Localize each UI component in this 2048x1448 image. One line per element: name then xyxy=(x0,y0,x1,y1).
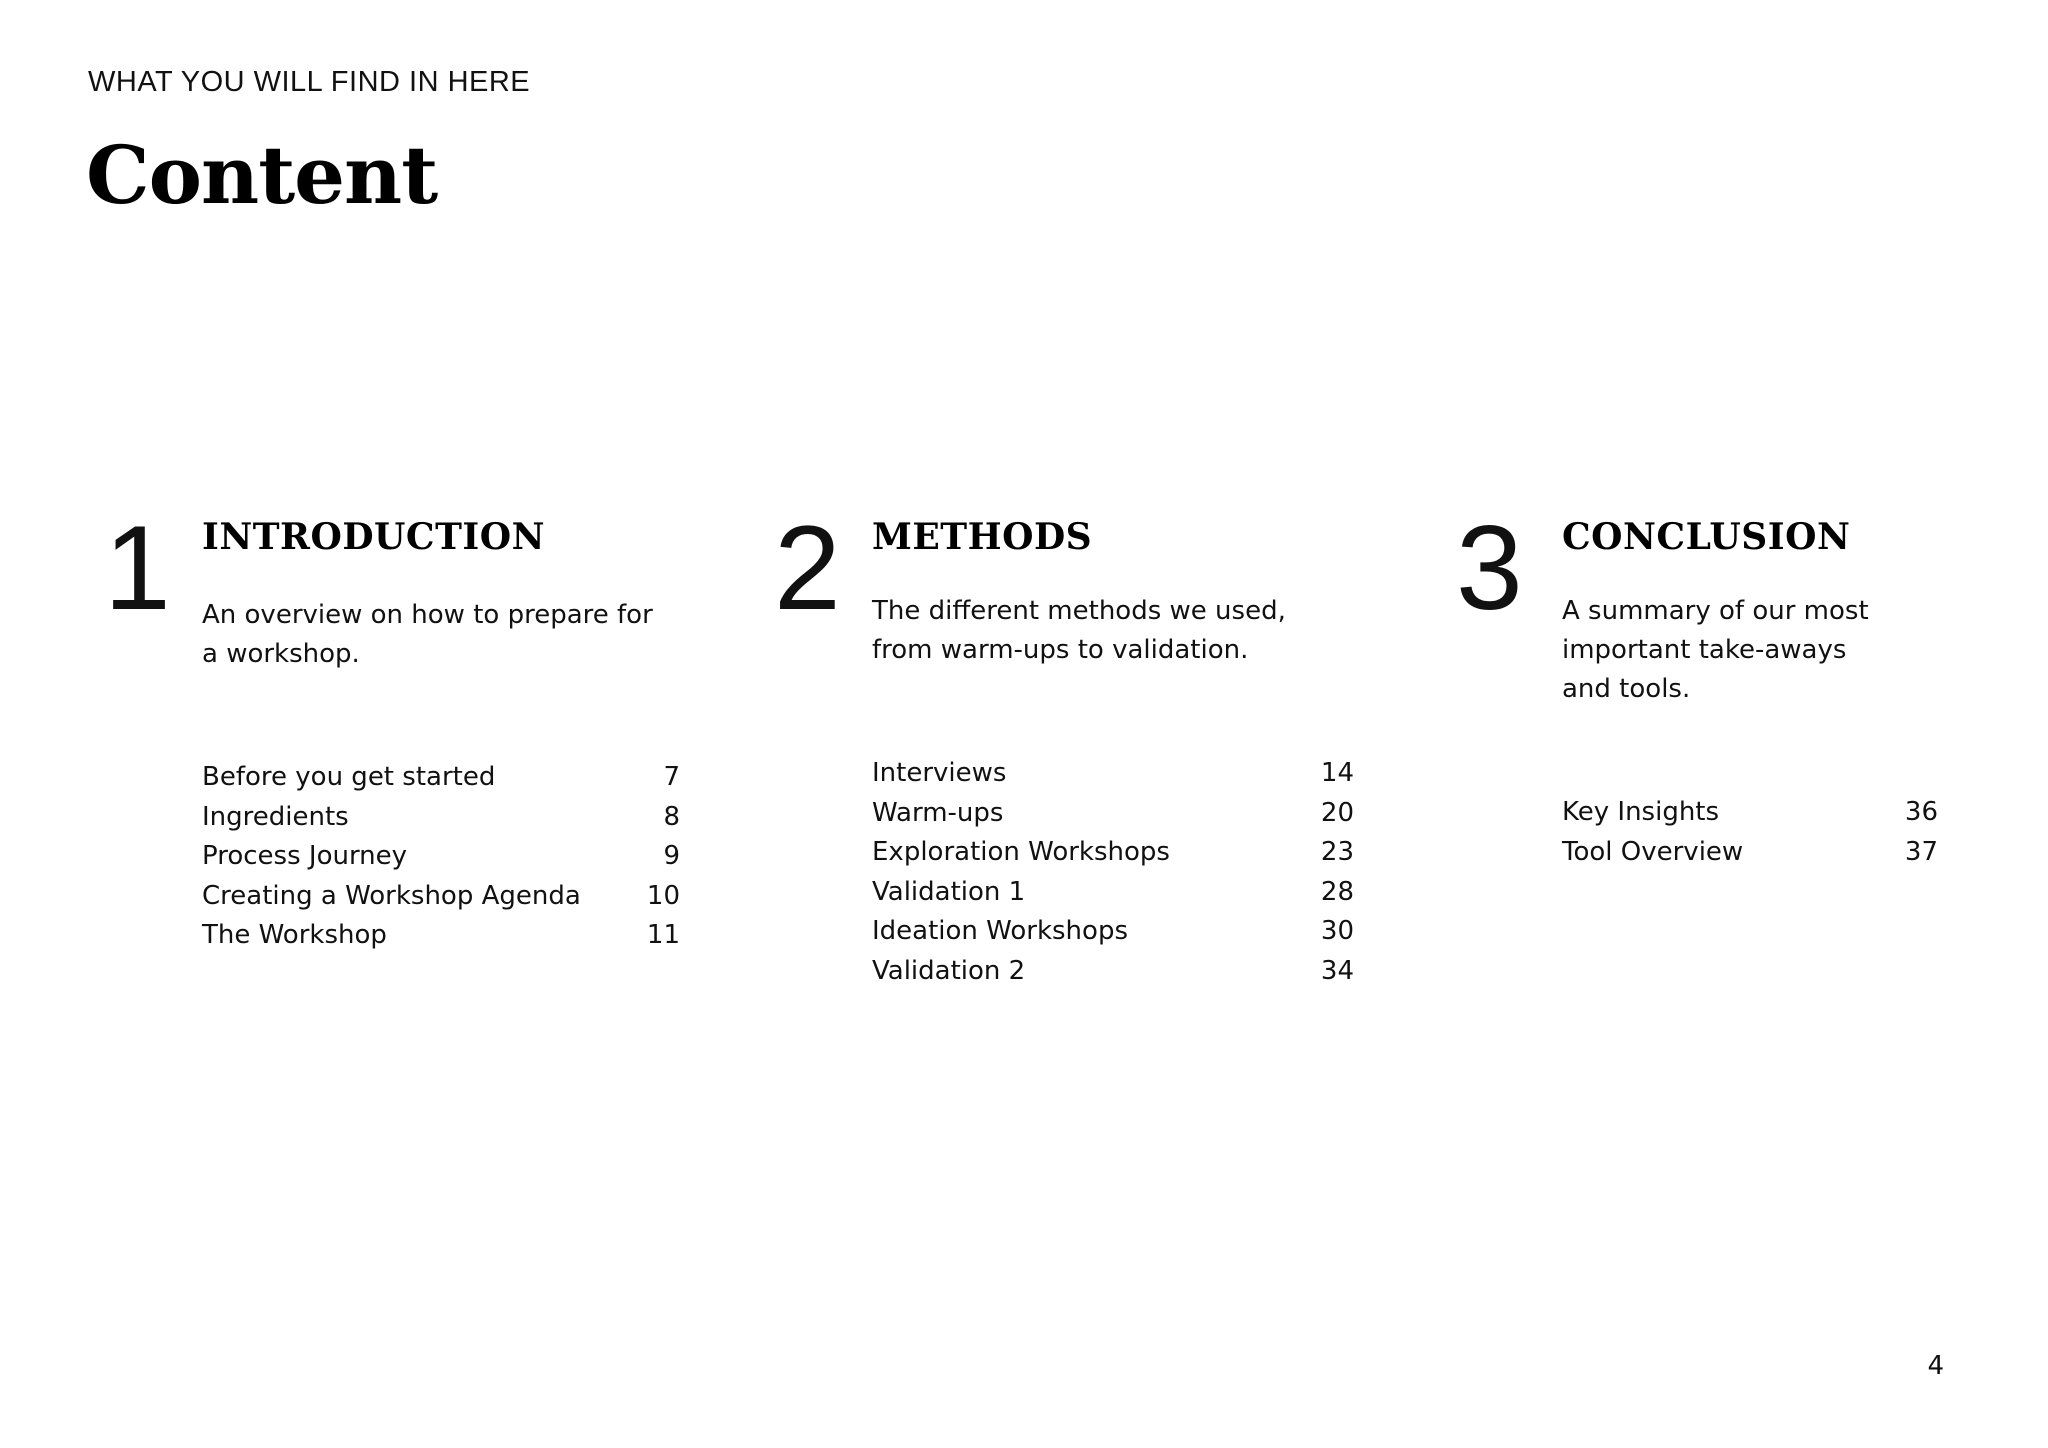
toc-item-page: 37 xyxy=(1904,836,1938,867)
toc-item-label: Key Insights xyxy=(1562,797,1720,827)
toc-item[interactable] xyxy=(202,798,680,838)
section-methods xyxy=(774,501,1374,1028)
toc-list xyxy=(872,754,1354,991)
toc-item-label: Ideation Workshops xyxy=(872,916,1128,946)
toc-list xyxy=(202,758,680,956)
toc-item[interactable] xyxy=(202,837,680,877)
section-number: 3 xyxy=(1456,501,1523,635)
toc-item-label: The Workshop xyxy=(202,920,387,950)
toc-item-label: Ingredients xyxy=(202,801,349,832)
toc-list xyxy=(1562,793,1938,872)
section-conclusion xyxy=(1456,501,1956,1028)
toc-item[interactable] xyxy=(872,754,1354,794)
toc-item-label: Exploration Workshops xyxy=(872,837,1170,867)
section-description: The different methods we used, from warm-ups to validation. xyxy=(872,596,1286,665)
toc-item-page: 11 xyxy=(646,920,680,950)
toc-item[interactable] xyxy=(1562,793,1938,833)
section-description: An overview on how to prepare for a workshop. xyxy=(202,600,653,669)
toc-item[interactable] xyxy=(872,794,1354,834)
toc-item-page: 30 xyxy=(1320,916,1354,946)
section-heading: METHODS xyxy=(872,516,1093,558)
section-description: A summary of our most important take-aways and tools. xyxy=(1562,596,1869,704)
toc-item-label: Before you get started xyxy=(202,762,496,792)
toc-item-page: 7 xyxy=(663,762,680,792)
toc-item-label: Creating a Workshop Agenda xyxy=(202,880,581,911)
toc-item[interactable] xyxy=(872,873,1354,913)
toc-item[interactable] xyxy=(872,912,1354,952)
section-introduction xyxy=(104,501,684,1028)
section-kicker: WHAT YOU WILL FIND IN HERE xyxy=(88,66,531,98)
toc-item-page: 36 xyxy=(1904,797,1938,827)
toc-item-page: 34 xyxy=(1320,955,1354,986)
toc-item[interactable] xyxy=(872,833,1354,873)
page-title: Content xyxy=(86,128,438,222)
toc-item[interactable] xyxy=(202,916,680,956)
toc-item-page: 10 xyxy=(646,880,680,911)
section-number: 2 xyxy=(774,501,841,635)
toc-item-page: 9 xyxy=(663,841,680,871)
toc-item[interactable] xyxy=(872,952,1354,992)
toc-item[interactable] xyxy=(202,877,680,917)
section-heading: INTRODUCTION xyxy=(202,516,545,558)
page-number: 4 xyxy=(1927,1351,1944,1381)
toc-item-page: 14 xyxy=(1320,758,1354,788)
toc-item-page: 20 xyxy=(1320,797,1354,828)
toc-item-label: Validation 2 xyxy=(872,955,1026,986)
section-number: 1 xyxy=(104,501,171,635)
toc-item-label: Interviews xyxy=(872,758,1007,788)
toc-item[interactable] xyxy=(1562,833,1938,873)
toc-item-label: Validation 1 xyxy=(872,876,1026,907)
toc-item-page: 8 xyxy=(663,801,680,832)
toc-item-label: Process Journey xyxy=(202,841,408,871)
toc-item-page: 23 xyxy=(1320,837,1354,867)
toc-item[interactable] xyxy=(202,758,680,798)
section-heading: CONCLUSION xyxy=(1562,516,1851,558)
toc-item-label: Warm-ups xyxy=(872,797,1004,828)
toc-item-page: 28 xyxy=(1320,876,1354,907)
toc-item-label: Tool Overview xyxy=(1562,836,1744,867)
